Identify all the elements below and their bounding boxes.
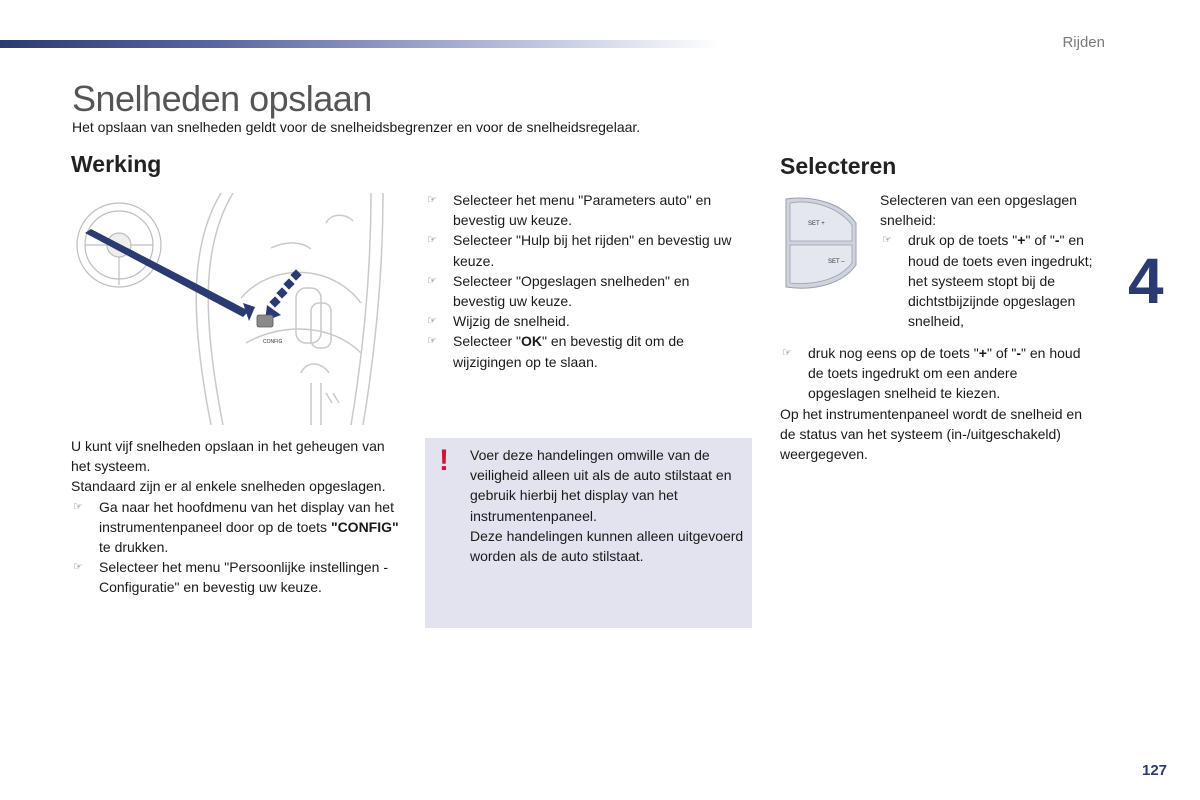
page-subtitle: Het opslaan van snelheden geldt voor de snelheidsbegrenzer en voor de snelheidsregelaar. [72,119,641,135]
warning-box [425,438,752,628]
set-minus-label: SET – [828,259,845,265]
warning-text-1: Voer deze handelingen omwille van de veiligheid alleen uit als de auto stilstaat en gebruik hierbij het display van het instrumentenpaneel. [470,447,732,524]
chapter-number: 4 [1128,245,1164,317]
step-text: Selecteer "Opgeslagen snelheden" en bevestig uw keuze. [453,272,690,310]
selecteren-note: Op het instrumentenpaneel wordt de snelheid en de status van het systeem (in-/uitgeschakeld) weergegeven. [780,405,1082,463]
warning-text-2: Deze handelingen kunnen alleen uitgevoerd worden als de auto stilstaat. [470,527,744,565]
list-item: ☞ Selecteer het menu "Persoonlijke instellingen - Configuratie" en bevestig uw keuze. [73,559,389,596]
exclamation-icon: ! [439,444,449,477]
pointing-hand-icon: ☞ [427,315,437,328]
pointing-hand-icon: ☞ [782,347,792,359]
werking-intro [71,436,401,598]
pointing-hand-icon: ☞ [427,274,437,287]
pointing-hand-icon: ☞ [73,561,83,574]
pointing-hand-icon: ☞ [427,335,437,348]
selecteren-more [780,343,1090,464]
header-bar [0,40,720,48]
list-item: ☞ druk op de toets "+" of "-" en houd de toets even ingedrukt; het systeem stopt bij de dichtstbijzijnde opgeslagen snelheid, [882,232,1093,330]
pointing-hand-icon: ☞ [427,194,437,206]
selecteren-intro-text: Selecteren van een opgeslagen snelheid: [880,192,1077,229]
pointing-hand-icon: ☞ [73,500,83,513]
list-item [425,190,745,230]
set-buttons-illustration [782,193,862,293]
config-label: CONFIG [263,339,283,345]
werking-heading: Werking [71,151,162,177]
pointing-hand-icon: ☞ [882,234,892,247]
intro-text-1: U kunt vijf snelheden opslaan in het geheugen van het systeem. [71,438,385,475]
page-title: Snelheden opslaan [72,78,372,119]
pointing-hand-icon: ☞ [427,234,437,247]
step-text: Selecteer het menu "Parameters auto" en bevestig uw keuze. [453,192,712,229]
selecteren-heading: Selecteren [780,153,897,179]
werking-steps [425,190,745,372]
list-item [425,311,745,331]
steering-wheel-illustration [71,193,406,425]
step-text: Wijzig de snelheid. [453,313,570,330]
selecteren-intro [880,190,1110,331]
list-item [425,230,745,270]
set-plus-label: SET + [808,221,825,227]
section-title: Rijden [1062,34,1105,51]
page-number: 127 [1142,762,1168,779]
list-item: ☞ Selecteer "OK" en bevestig dit om de wijzigingen op te slaan. [427,333,684,370]
list-item [425,271,745,311]
list-item: ☞ Ga naar het hoofdmenu van het display van het instrumentenpaneel door op de toets "CONFIG" te drukken. [73,498,399,556]
list-item: ☞ druk nog eens op de toets "+" of "-" en houd de toets ingedrukt om een andere opgeslagen snelheid te kiezen. [782,345,1081,402]
intro-text-2: Standaard zijn er al enkele snelheden opgeslagen. [71,478,386,495]
warning-text [470,445,745,566]
step-text: Selecteer "Hulp bij het rijden" en bevestig uw keuze. [453,232,732,269]
